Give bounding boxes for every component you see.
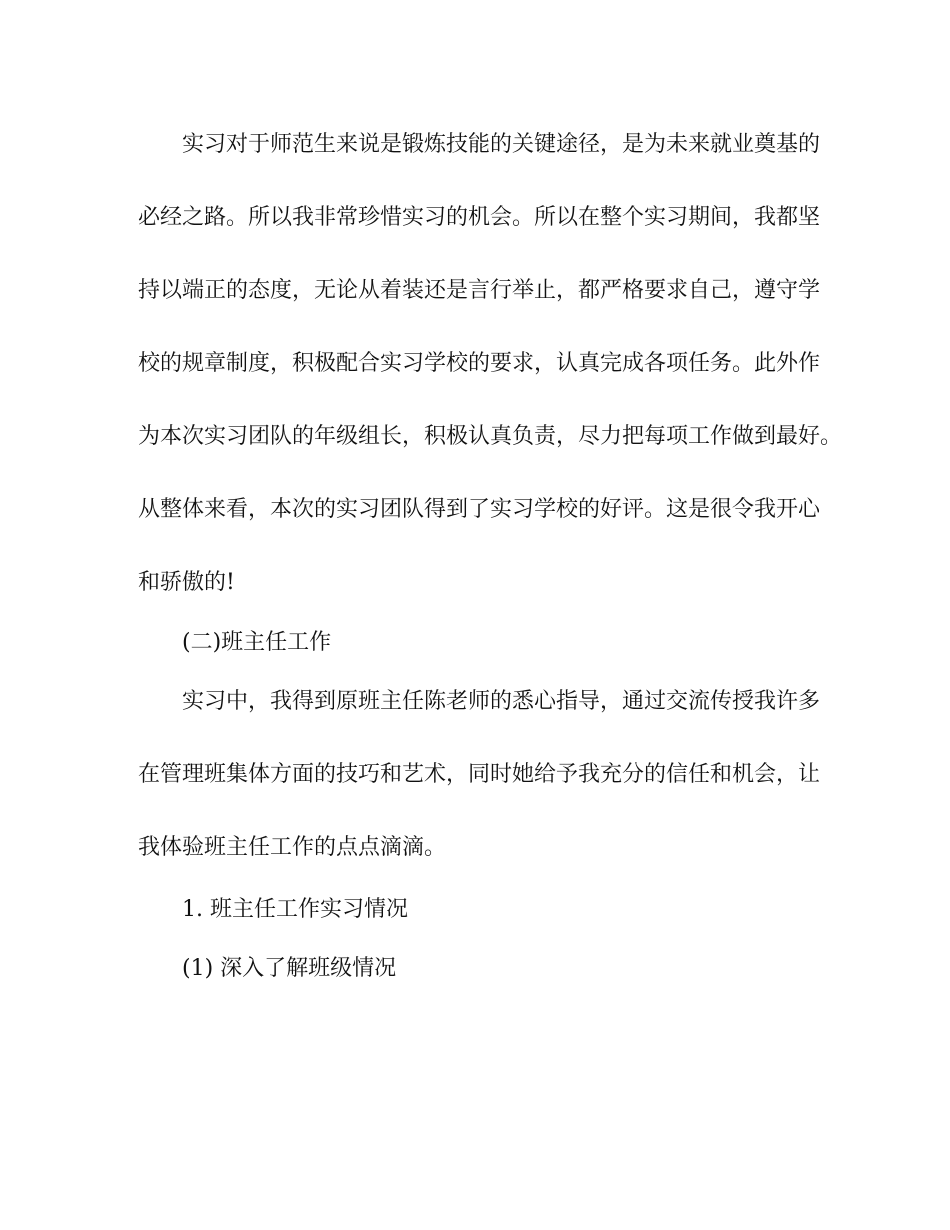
paragraph-1-line-7: 和骄傲的! (138, 570, 235, 595)
paragraph-1-line-1: 实习对于师范生来说是锻炼技能的关键途径，是为未来就业奠基的 (182, 132, 821, 157)
paragraph-1-line-6: 从整体来看，本次的实习团队得到了实习学校的好评。这是很令我开心 (138, 497, 821, 522)
paragraph-1-line-5: 为本次实习团队的年级组长，积极认真负责，尽力把每项工作做到最好。 (138, 424, 843, 449)
paragraph-1-line-3: 持以端正的态度，无论从着装还是言行举止，都严格要求自己，遵守学 (138, 278, 821, 303)
paragraph-2-line-1: 实习中，我得到原班主任陈老师的悉心指导，通过交流传授我许多 (182, 689, 821, 714)
paragraph-2-line-2: 在管理班集体方面的技巧和艺术，同时她给予我充分的信任和机会，让 (138, 762, 821, 787)
section-heading-homeroom: (二)班主任工作 (182, 630, 332, 655)
subheading-1: 1. 班主任工作实习情况 (182, 897, 408, 922)
paragraph-1-line-4: 校的规章制度，积极配合实习学校的要求，认真完成各项任务。此外作 (138, 351, 821, 376)
subheading-1-1: (1) 深入了解班级情况 (182, 956, 397, 981)
paragraph-1-line-2: 必经之路。所以我非常珍惜实习的机会。所以在整个实习期间，我都坚 (138, 205, 821, 230)
paragraph-2-line-3: 我体验班主任工作的点点滴滴。 (138, 835, 447, 860)
